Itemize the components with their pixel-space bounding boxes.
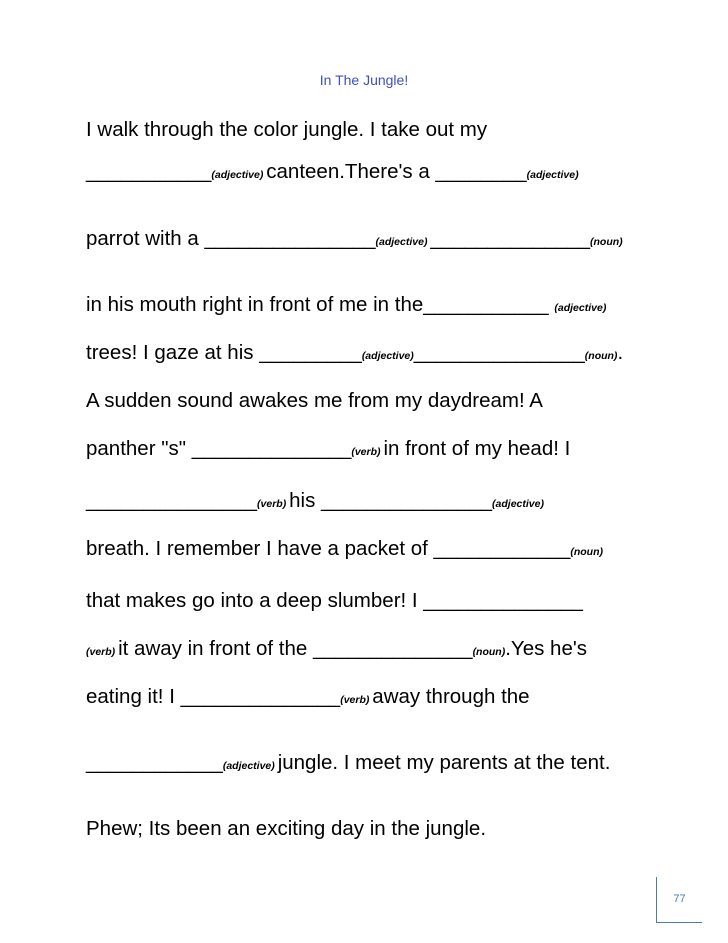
story-text: I walk through the color jungle. I take out my [86,118,488,141]
word-type-hint: (noun) [590,236,623,248]
story-text: . [617,341,624,364]
word-type-hint: (verb) [257,498,290,510]
story-line [86,751,610,778]
story-text: ___________ [86,160,212,183]
story-text: trees! I gaze at his _________ [86,341,362,364]
story-line [86,341,623,368]
story-text: _______________ [86,489,258,512]
story-line [86,293,606,320]
story-text: his _______________ [289,489,493,512]
story-text: canteen.There's a ________ [266,160,527,183]
story-text: ______________ [430,227,590,250]
story-text: jungle. I meet my parents at the tent. [277,751,611,774]
word-type-hint: (verb) [86,646,119,658]
story-line [86,685,530,712]
story-text: breath. I remember I have a packet of ____________ [86,537,571,560]
story-text: Phew; Its been an exciting day in the jungle. [86,817,487,840]
story-line [86,489,544,516]
story-text: eating it! I ______________ [86,685,341,708]
story-text: in front of my head! I [383,437,571,460]
story-text: that makes go into a deep slumber! I ______________ [86,589,583,612]
word-type-hint: (adjective) [361,350,414,362]
story-line [86,227,623,254]
story-text: ____________ [86,751,223,774]
word-type-hint: (verb) [340,694,373,706]
word-type-hint: (adjective) [526,169,579,181]
story-line [86,637,587,664]
story-line [86,389,543,413]
page-number: 77 [673,893,686,905]
story-text: .Yes he's [505,637,588,660]
story-text: A sudden sound awakes me from my daydream! A [86,389,543,412]
story-text: _______________ [413,341,585,364]
word-type-hint: (noun) [570,546,604,558]
story-text: away through the [372,685,530,708]
word-type-hint: (noun) [472,646,506,658]
word-type-hint: (adjective) [211,169,267,181]
page-title: In The Jungle! [319,72,409,88]
word-type-hint: (adjective) [492,498,544,510]
story-line [86,118,487,142]
word-type-hint: (verb) [351,446,384,458]
story-line [86,589,583,613]
story-text: panther "s" ______________ [86,437,352,460]
story-line [86,437,570,464]
story-line [86,817,486,841]
page-number-box [656,877,702,923]
story-line [86,160,579,187]
word-type-hint: (adjective) [554,302,607,314]
word-type-hint: (adjective) [375,236,431,248]
story-text: it away in front of the ______________ [118,637,473,660]
story-text: in his mouth right in front of me in the___________ [86,293,555,316]
story-line [86,537,603,564]
story-text: parrot with a _______________ [86,227,376,250]
word-type-hint: (noun) [584,350,618,362]
word-type-hint: (adjective) [222,760,278,772]
